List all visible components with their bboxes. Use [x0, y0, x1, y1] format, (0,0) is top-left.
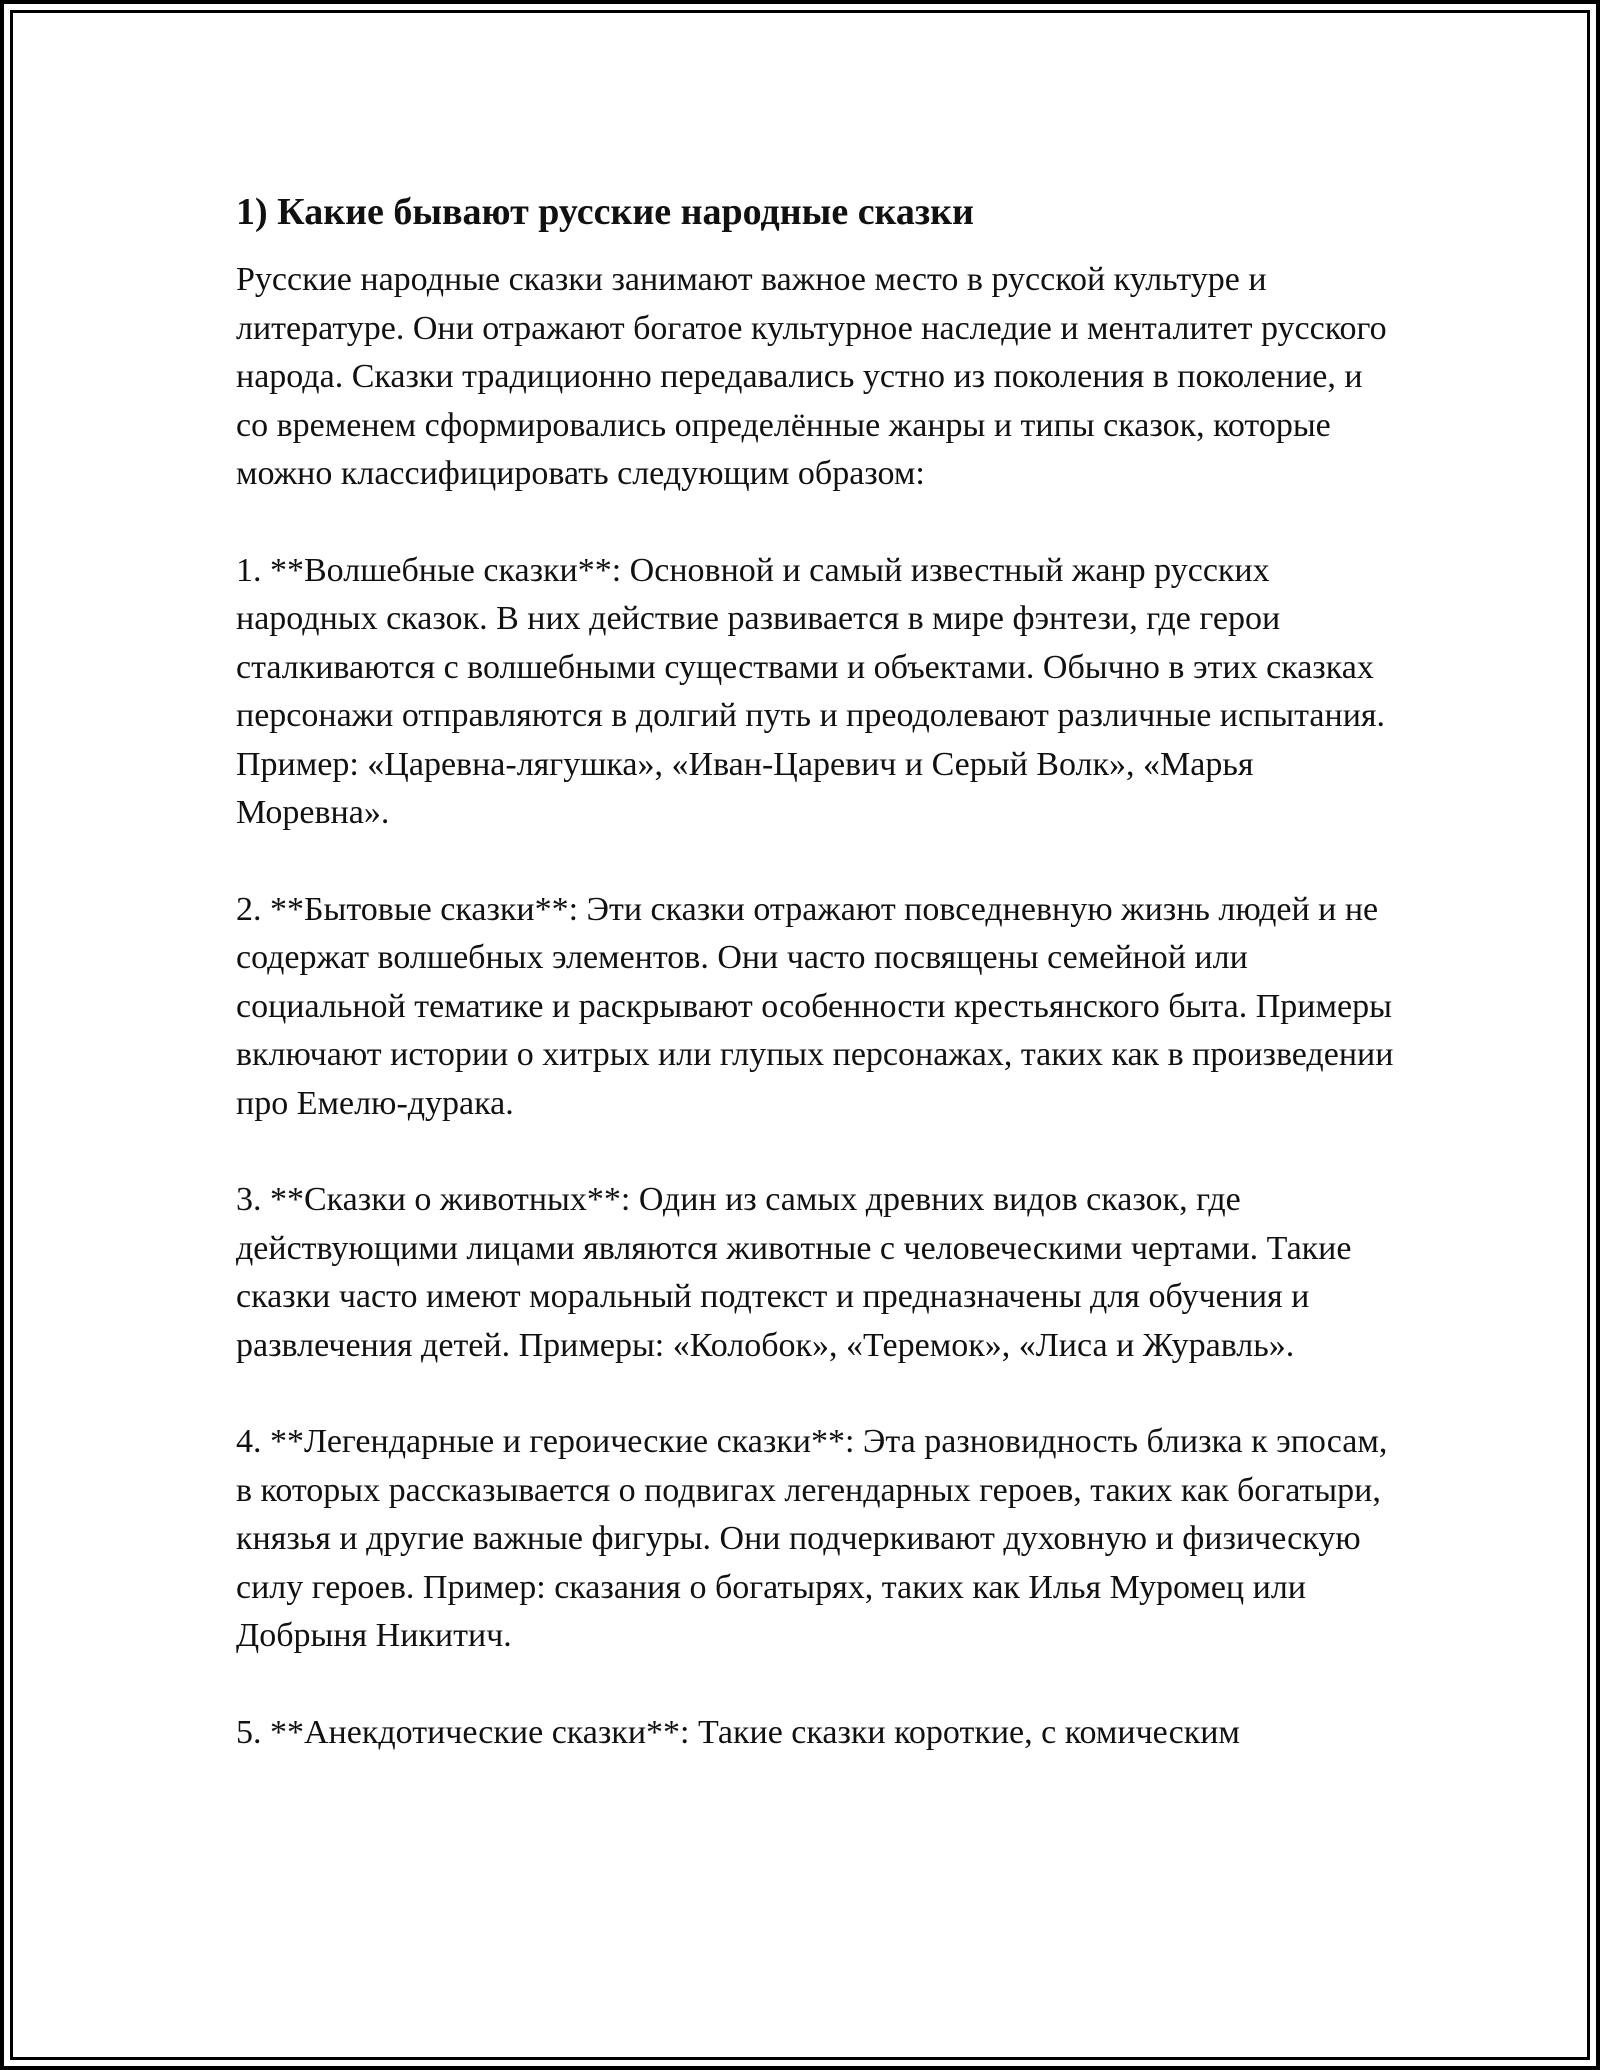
paragraph-anecdotal-tales: 5. **Анекдотические сказки**: Такие сказки короткие, с комическим	[236, 1713, 1240, 1751]
paragraph-magic-tales: 1. **Волшебные сказки**: Основной и самый известный жанр русских народных сказок. В них действие развивается в мире фэнтези, где герои сталкиваются с волшебными существами и объектами. Обычно в этих сказках персонажи отправляются в долгий путь и преодолевают различные испытания. Пример: «Царевна-лягушка», «Иван-Царевич и Серый Волк», «Марья Моревна».	[236, 551, 1386, 831]
paragraph-animal-tales: 3. **Сказки о животных**: Один из самых древних видов сказок, где действующими лицами являются животные с человеческими чертами. Такие сказки часто имеют моральный подтекст и предназначены для обучения и развлечения детей. Примеры: «Колобок», «Теремок», «Лиса и Журавль».	[236, 1181, 1352, 1364]
document-heading: 1) Какие бывают русские народные сказки	[236, 191, 974, 233]
paragraph-intro: Русские народные сказки занимают важное место в русской культуре и литературе. Они отражают богатое культурное наследие и менталитет русского народа. Сказки традиционно передавались устно из поколения в поколение, и со временем сформировались определённые жанры и типы сказок, которые можно классифицировать следующим образом:	[236, 261, 1387, 492]
paragraph-everyday-tales: 2. **Бытовые сказки**: Эти сказки отражают повседневную жизнь людей и не содержат волшебных элементов. Они часто посвящены семейной или социальной тематике и раскрывают особенности крестьянского быта. Примеры включают истории о хитрых или глупых персонажах, таких как в произведении про Емелю-дурака.	[236, 890, 1394, 1122]
paragraph-heroic-tales: 4. **Легендарные и героические сказки**: Эта разновидность близка к эпосам, в которых рассказывается о подвигах легендарных героев, таких как богатыри, князья и другие важные фигуры. Они подчеркивают духовную и физическую силу героев. Пример: сказания о богатырях, таких как Илья Муромец или Добрыня Никитич.	[236, 1423, 1388, 1654]
document-body	[236, 186, 1396, 1805]
